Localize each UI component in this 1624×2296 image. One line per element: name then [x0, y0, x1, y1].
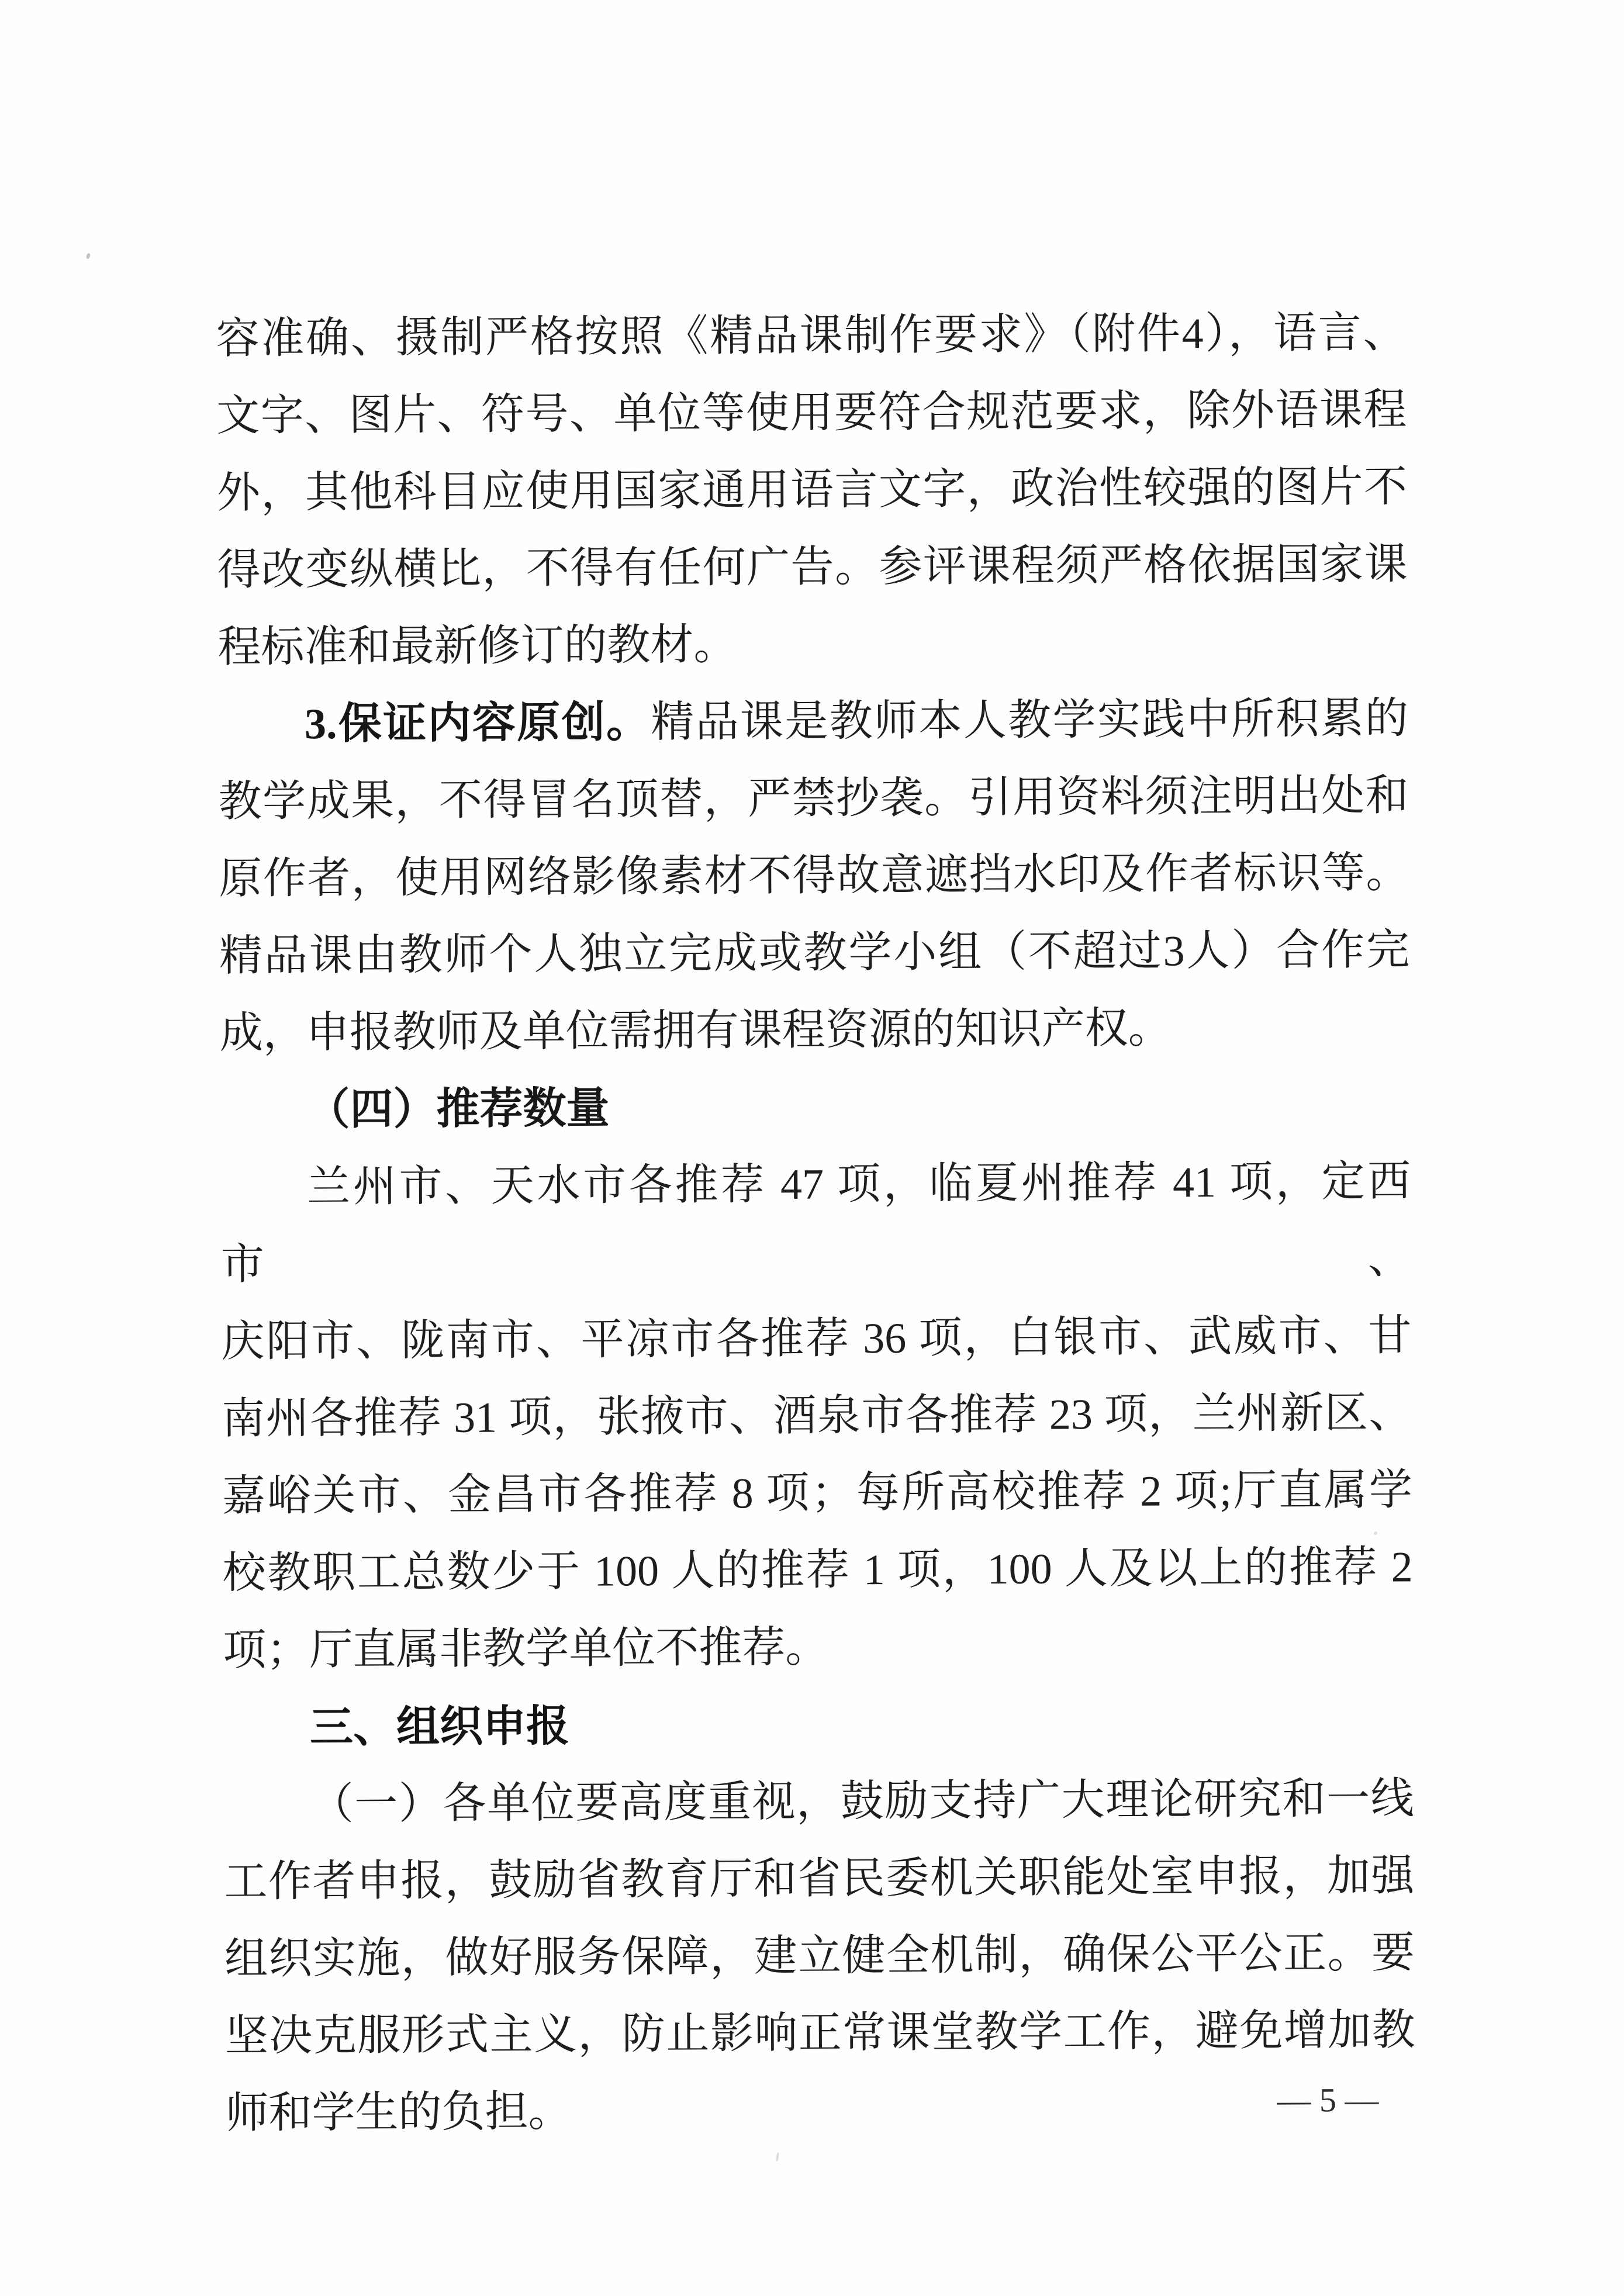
item-3-lead-bold: 3.保证内容原创。	[304, 699, 651, 749]
text-line: 南州各推荐 31 项，张掖市、酒泉市各推荐 23 项，兰州新区、	[222, 1389, 1412, 1444]
subheading-recommendation-quota	[220, 1066, 1411, 1149]
paragraph-quota-details	[220, 1143, 1414, 1689]
text-line: 精品课由教师个人独立完成或教学小组（不超过3人）合作完	[219, 926, 1410, 981]
paragraph-organization-requirements	[223, 1760, 1415, 2152]
text-line: （一）各单位要高度重视，鼓励支持广大理论研究和一线	[310, 1775, 1414, 1829]
text-line: 教学成果，不得冒名顶替，严禁抄袭。引用资料须注明出处和	[218, 772, 1409, 827]
text-line: 容准确、摄制严格按照《精品课制作要求》（附件4），语言、	[216, 309, 1407, 364]
text-line: 庆阳市、陇南市、平凉市各推荐 36 项，白银市、武威市、甘	[221, 1312, 1412, 1367]
paragraph-content-originality	[218, 680, 1410, 1072]
text-line: 原作者，使用网络影像素材不得故意遮挡水印及作者标识等。	[219, 849, 1409, 904]
text-line: 坚决克服形式主义，防止影响正常课堂教学工作，避免增加教	[224, 2006, 1415, 2060]
heading-organize-application	[223, 1683, 1414, 1766]
text-line: 嘉峪关市、金昌市各推荐 8 项；每所高校推荐 2 项;厅直属学	[222, 1466, 1413, 1521]
item-3-rest: 精品课是教师本人教学实践中所积累的	[651, 694, 1409, 747]
scan-speck	[1374, 1531, 1377, 1535]
text-line: 文字、图片、符号、单位等使用要符合规范要求，除外语课程	[216, 386, 1407, 441]
text-line: 兰州市、天水市各推荐 47 项，临夏州推荐 41 项，定西市、	[220, 1157, 1412, 1289]
paragraph-production-requirements	[216, 294, 1408, 686]
text-line: 组织实施，做好服务保障，建立健全机制，确保公平公正。要	[224, 1929, 1415, 1983]
subheading-line: （四）推荐数量	[306, 1084, 610, 1135]
text-line: 得改变纵横比，不得有任何广告。参评课程须严格依据国家课	[217, 540, 1408, 595]
text-line: 程标准和最新修订的教材。	[217, 621, 737, 672]
section-heading-line: 三、组织申报	[309, 1701, 570, 1752]
text-line: 工作者申报，鼓励省教育厅和省民委机关职能处室申报，加强	[224, 1852, 1415, 1906]
text-line: 校教职工总数少于 100 人的推荐 1 项，100 人及以上的推荐 2	[222, 1543, 1413, 1598]
text-line: 成，申报教师及单位需拥有课程资源的知识产权。	[219, 1004, 1172, 1058]
text-line: 项；厅直属非教学单位不推荐。	[223, 1623, 829, 1675]
text-line: 师和学生的负担。	[225, 2087, 572, 2138]
document-body	[216, 294, 1416, 2152]
text-line: 外，其他科目应使用国家通用语言文字，政治性较强的图片不	[216, 463, 1408, 518]
text-line	[218, 680, 1409, 763]
page-number: — 5 —	[1277, 2080, 1379, 2119]
